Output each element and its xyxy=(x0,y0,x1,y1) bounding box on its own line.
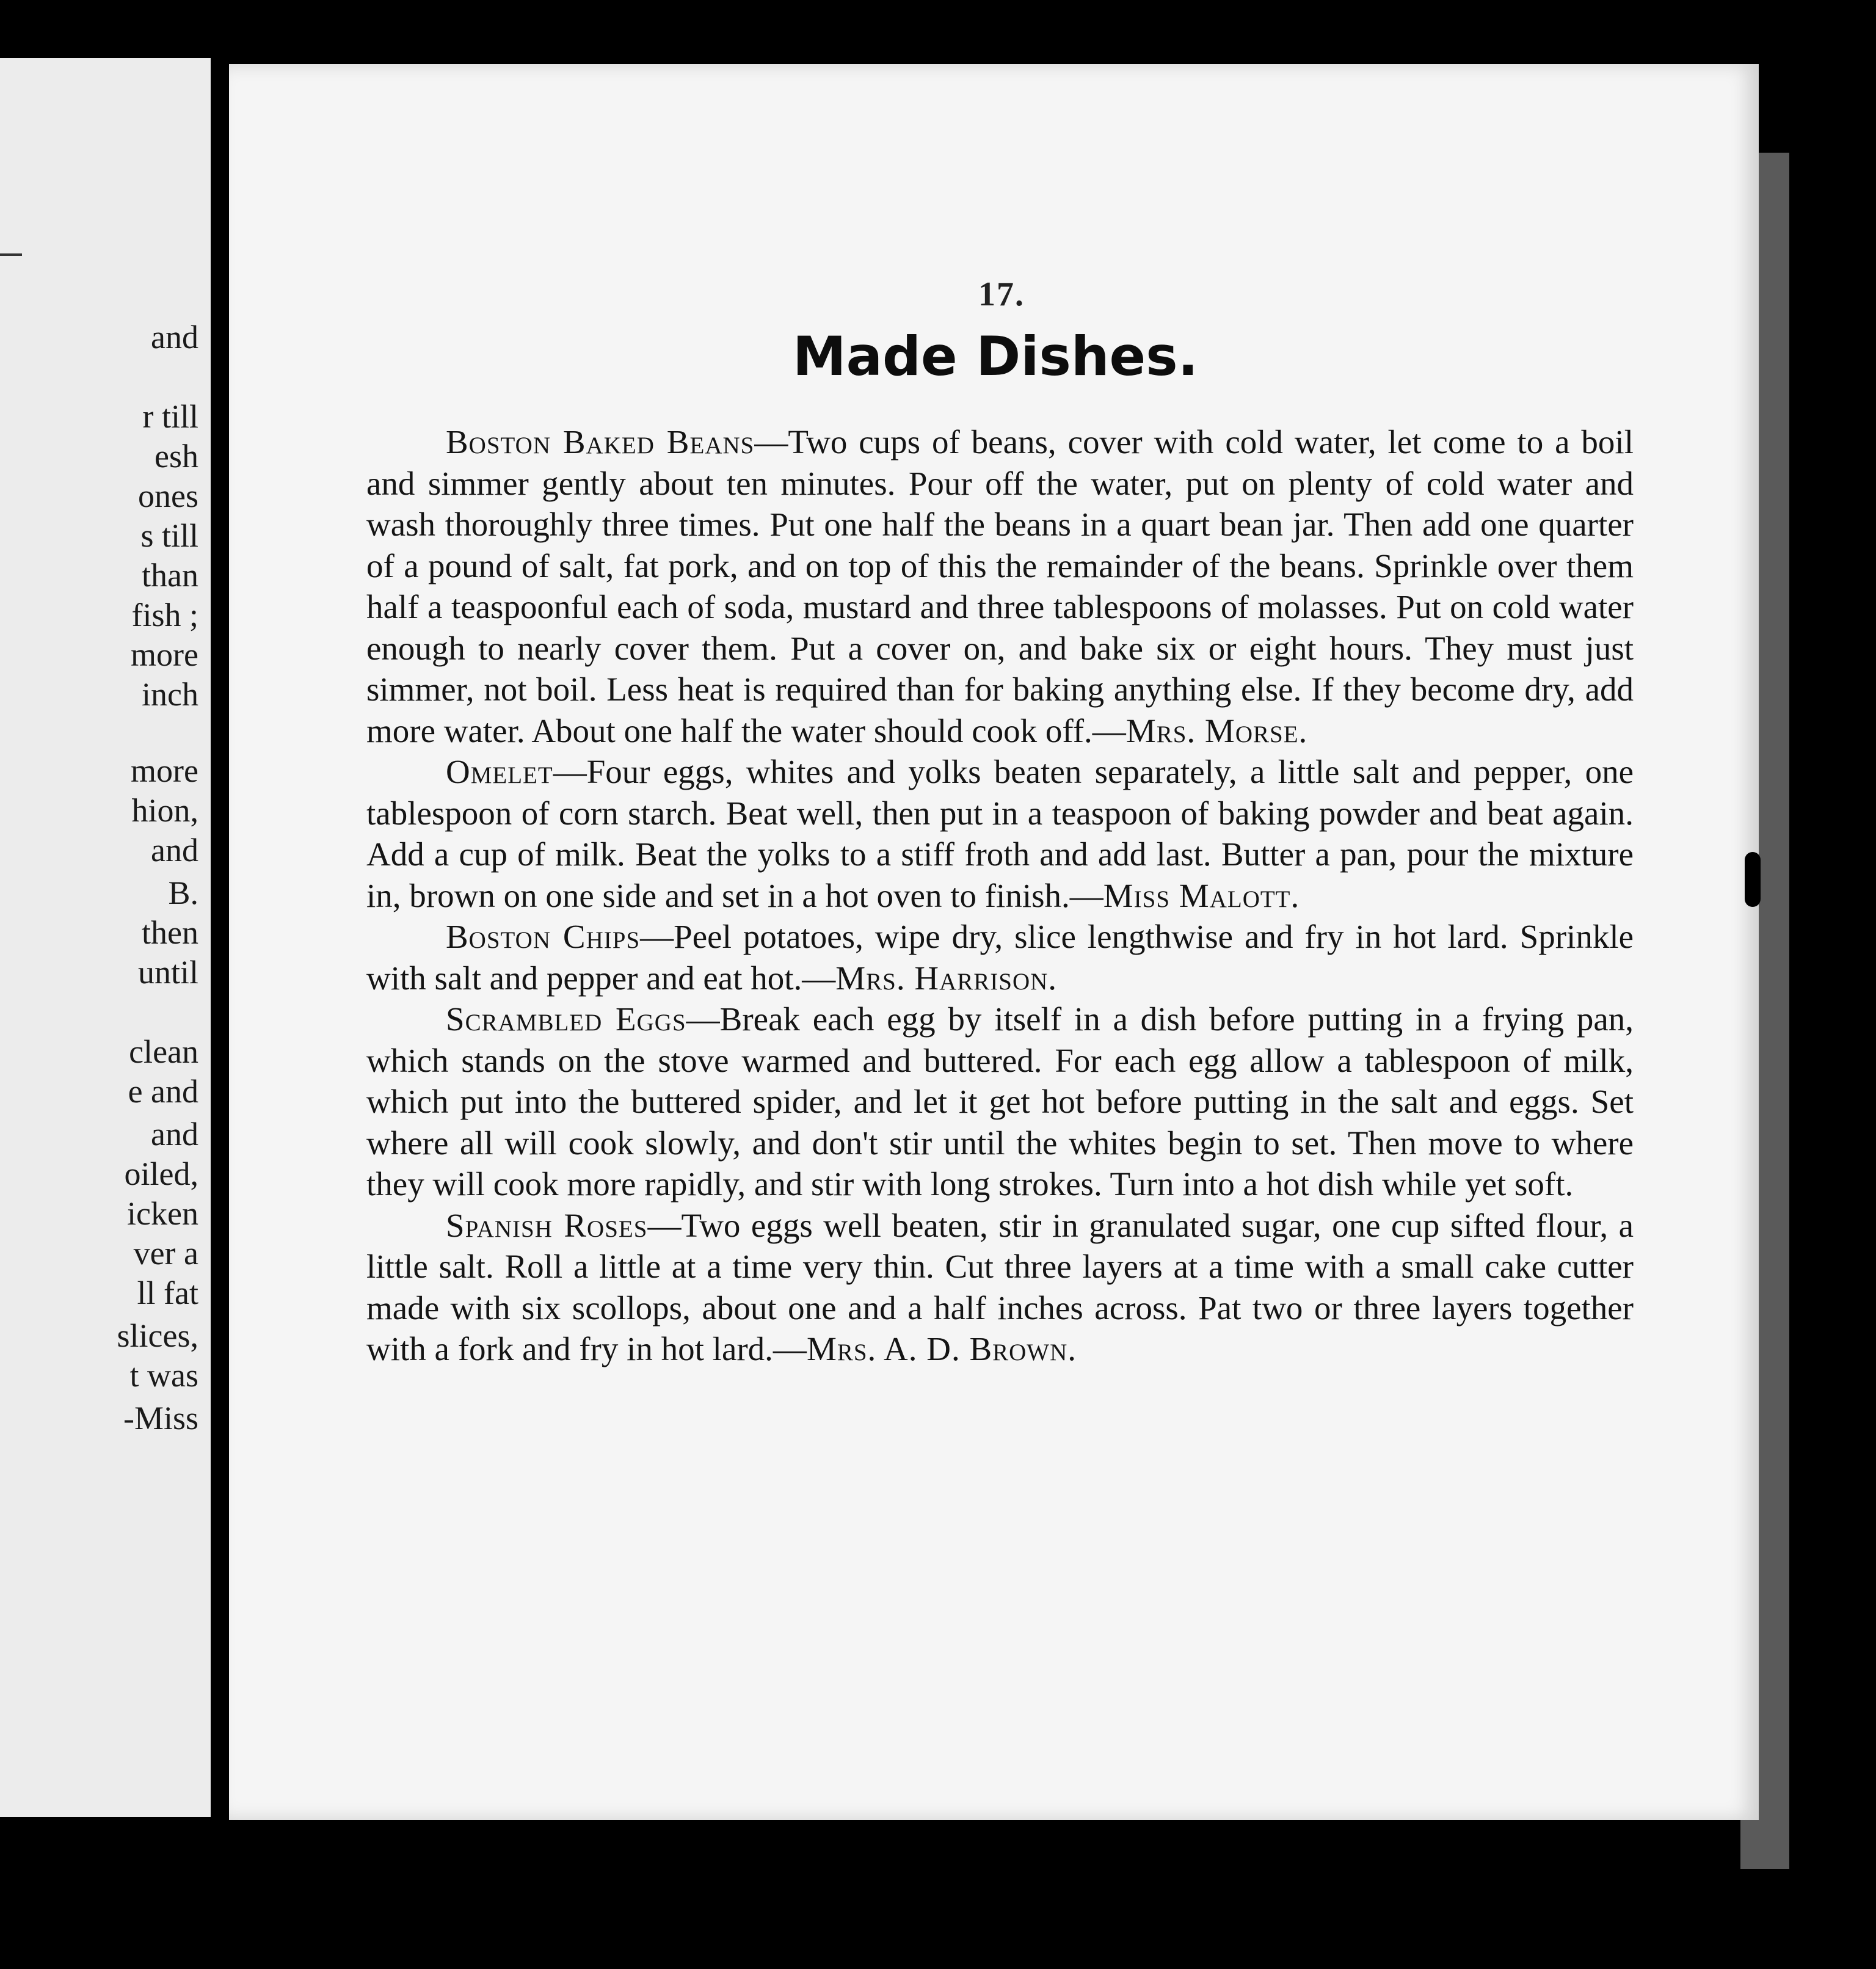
left-page-line: until xyxy=(137,954,198,991)
recipe-paragraph xyxy=(366,751,1634,916)
left-page-rule xyxy=(0,253,22,256)
recipe-text-block xyxy=(366,421,1634,1370)
recipe-author: Miss Malott. xyxy=(1103,876,1300,914)
left-page-line: more xyxy=(131,636,198,673)
left-page-line: more xyxy=(131,752,198,789)
left-page-line: slices, xyxy=(117,1317,198,1354)
left-page-line: then xyxy=(142,914,198,951)
left-page-line: e and xyxy=(128,1073,198,1110)
left-page-line: ver a xyxy=(133,1235,198,1272)
left-page-line: ll fat xyxy=(137,1275,198,1311)
recipe-author: Mrs. Harrison. xyxy=(835,959,1058,997)
recipe-paragraph xyxy=(366,1205,1634,1370)
left-page-line: oiled, xyxy=(124,1156,198,1192)
left-page-line: and xyxy=(151,832,198,868)
recipe-text: —Break each egg by itself in a dish before putting in a frying pan, which stands on the stove warmed and buttered. For each egg allow a tablespoon of milk, which put into the buttered spider, and let it get hot before putting in the salt and eggs. Set where all will cook slowly, and don't stir until the whites begin to set. Then move to where they will cook more rapidly, and stir with long strokes. Turn into a hot dish while yet soft. xyxy=(366,1000,1634,1203)
recipe-paragraph xyxy=(366,999,1634,1205)
left-page-line: r till xyxy=(142,398,198,435)
left-page-line: fish ; xyxy=(131,597,198,633)
recipe-name: Scrambled Eggs xyxy=(446,1000,686,1038)
recipe-text: —Four eggs, whites and yolks beaten separately, a little salt and pepper, one tablespoon of corn starch. Beat well, then put in a teaspoon of baking powder and beat again. Add a cup of milk. Beat the yolks to a stiff froth and add last. Butter a pan, pour the mixture in, brown on one side and set in a hot oven to finish.— xyxy=(366,753,1634,914)
left-page-line: and xyxy=(151,1116,198,1152)
recipe-paragraph xyxy=(366,916,1634,999)
page-title: Made Dishes. xyxy=(793,325,1198,388)
left-page-line: s till xyxy=(140,517,198,554)
recipe-text: —Two cups of beans, cover with cold water, let come to a boil and simmer gently about ten minutes. Pour off the water, put on plenty of cold water and wash thoroughly three times. Put one half the beans in a quart bean jar. Then add one quarter of a pound of salt, fat pork, and on top of this the remainder of the beans. Sprinkle over them half a teaspoonful each of soda, mustard and three tablespoons of molasses. Put on cold water enough to nearly cover them. Put a cover on, and bake six or eight hours. They must just simmer, not boil. Less heat is required than for baking anything else. If they become dry, add more water. About one half the water should cook off.— xyxy=(366,423,1634,749)
left-page-line: and xyxy=(151,319,198,355)
left-facing-page xyxy=(0,58,211,1817)
left-page-line: t was xyxy=(129,1357,198,1394)
page-number: 17. xyxy=(978,275,1025,313)
left-page-line: ones xyxy=(138,478,198,514)
recipe-name: Boston Baked Beans xyxy=(446,423,755,460)
recipe-paragraph xyxy=(366,421,1634,751)
left-page-line: than xyxy=(142,557,198,594)
left-page-line: clean xyxy=(129,1033,198,1070)
recipe-text: —Peel potatoes, wipe dry, slice lengthwise and fry in hot lard. Sprinkle with salt and pepper and eat hot.— xyxy=(366,918,1634,997)
book-gutter xyxy=(211,58,228,1817)
recipe-name: Boston Chips xyxy=(446,918,641,955)
page-edge-mark xyxy=(1745,852,1761,907)
left-page-line: inch xyxy=(142,676,198,713)
left-page-line: icken xyxy=(127,1195,198,1232)
recipe-author: Mrs. A. D. Brown. xyxy=(806,1330,1077,1367)
recipe-name: Spanish Roses xyxy=(446,1206,648,1244)
left-page-line: esh xyxy=(155,438,198,475)
recipe-text: —Two eggs well beaten, stir in granulated sugar, one cup sifted flour, a little salt. Roll a little at a time very thin. Cut three layers at a time with a small cake cutter made with six scollops, about one and a half inches across. Pat two or three layers together with a fork and fry in hot lard.— xyxy=(366,1206,1634,1367)
left-page-line: -Miss xyxy=(123,1400,198,1436)
left-page-line: hion, xyxy=(131,792,198,829)
left-page-line: B. xyxy=(168,875,198,911)
recipe-author: Mrs. Morse. xyxy=(1125,712,1308,749)
recipe-name: Omelet xyxy=(446,753,553,790)
